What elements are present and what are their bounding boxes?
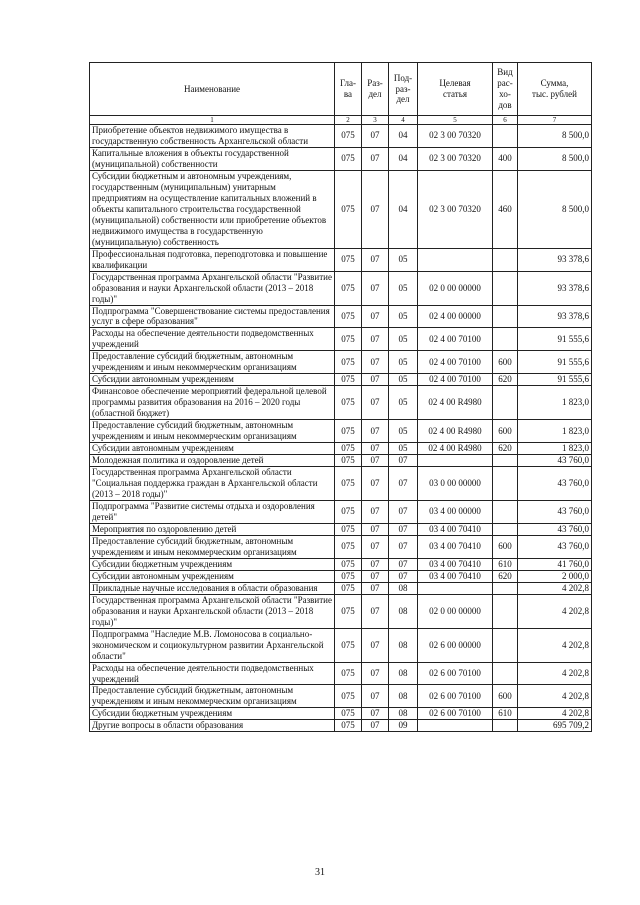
target-article-cell: 02 4 00 70100 [418, 374, 493, 386]
chapter-cell: 075 [335, 685, 362, 708]
subsection-cell: 08 [389, 594, 418, 628]
target-article-cell: 02 6 00 70100 [418, 685, 493, 708]
expense-type-cell [493, 271, 518, 305]
chapter-cell: 075 [335, 594, 362, 628]
subsection-cell: 09 [389, 720, 418, 732]
column-index-row [90, 116, 592, 125]
row-name: Мероприятия по оздоровлению детей [90, 523, 335, 535]
section-cell: 07 [362, 328, 389, 351]
column-index: 1 [90, 116, 335, 125]
subsection-cell: 05 [389, 248, 418, 271]
chapter-cell: 075 [335, 305, 362, 328]
subsection-cell: 08 [389, 662, 418, 685]
target-article-cell: 02 6 00 70100 [418, 662, 493, 685]
chapter-cell: 075 [335, 582, 362, 594]
amount-cell: 91 555,6 [518, 374, 592, 386]
table-row [90, 374, 592, 386]
subsection-cell: 08 [389, 685, 418, 708]
row-name: Государственная программа Архангельской области "Социальная поддержка граждан в Архангельской области (2013 – 2018 годы)" [90, 467, 335, 501]
column-header-name [90, 63, 335, 116]
table-row [90, 685, 592, 708]
target-article-cell: 02 4 00 R4980 [418, 420, 493, 443]
table-row [90, 570, 592, 582]
subsection-cell: 08 [389, 628, 418, 662]
table-row [90, 523, 592, 535]
target-article-cell: 03 4 00 70410 [418, 535, 493, 558]
header-text: Наименование [183, 83, 241, 94]
amount-cell: 43 760,0 [518, 535, 592, 558]
table-row [90, 170, 592, 248]
target-article-cell [418, 455, 493, 467]
section-cell: 07 [362, 720, 389, 732]
target-article-cell [418, 720, 493, 732]
expense-type-cell [493, 305, 518, 328]
section-cell: 07 [362, 582, 389, 594]
section-cell: 07 [362, 467, 389, 501]
target-article-cell: 03 4 00 70410 [418, 523, 493, 535]
table-row [90, 248, 592, 271]
amount-cell: 91 555,6 [518, 351, 592, 374]
chapter-cell: 075 [335, 662, 362, 685]
subsection-cell: 07 [389, 467, 418, 501]
target-article-cell: 02 3 00 70320 [418, 170, 493, 248]
table-row [90, 455, 592, 467]
section-cell: 07 [362, 374, 389, 386]
amount-cell: 4 202,8 [518, 582, 592, 594]
table-row [90, 708, 592, 720]
section-cell: 07 [362, 125, 389, 148]
amount-cell: 2 000,0 [518, 570, 592, 582]
section-cell: 07 [362, 147, 389, 170]
row-name: Субсидии автономным учреждениям [90, 443, 335, 455]
expense-type-cell [493, 328, 518, 351]
table-row [90, 351, 592, 374]
column-index: 4 [389, 116, 418, 125]
amount-cell: 1 823,0 [518, 420, 592, 443]
subsection-cell: 05 [389, 351, 418, 374]
row-name: Предоставление субсидий бюджетным, автономным учреждениям и иным некоммерческим организациям [90, 420, 335, 443]
target-article-cell: 03 0 00 00000 [418, 467, 493, 501]
subsection-cell: 07 [389, 523, 418, 535]
table-row [90, 558, 592, 570]
target-article-cell: 02 4 00 00000 [418, 305, 493, 328]
row-name: Подпрограмма "Наследие М.В. Ломоносова в социально-экономическом и социокультурном развитии Архангельской области" [90, 628, 335, 662]
chapter-cell: 075 [335, 420, 362, 443]
table-row [90, 386, 592, 420]
target-article-cell: 03 4 00 70410 [418, 558, 493, 570]
amount-cell: 93 378,6 [518, 248, 592, 271]
amount-cell: 8 500,0 [518, 170, 592, 248]
header-text: Под- раз- дел [393, 72, 413, 105]
page-number: 31 [315, 867, 325, 878]
expense-type-cell: 600 [493, 420, 518, 443]
expense-type-cell [493, 125, 518, 148]
table-row [90, 594, 592, 628]
amount-cell: 93 378,6 [518, 305, 592, 328]
table-row [90, 271, 592, 305]
subsection-cell: 05 [389, 443, 418, 455]
column-index: 6 [493, 116, 518, 125]
table-row [90, 443, 592, 455]
section-cell: 07 [362, 570, 389, 582]
column-header-expense-type [493, 63, 518, 116]
section-cell: 07 [362, 170, 389, 248]
section-cell: 07 [362, 628, 389, 662]
section-cell: 07 [362, 685, 389, 708]
table-row [90, 125, 592, 148]
expense-type-cell [493, 455, 518, 467]
chapter-cell: 075 [335, 628, 362, 662]
target-article-cell: 02 3 00 70320 [418, 125, 493, 148]
row-name: Субсидии бюджетным учреждениям [90, 558, 335, 570]
table-row [90, 147, 592, 170]
subsection-cell: 05 [389, 374, 418, 386]
table-row [90, 328, 592, 351]
expense-type-cell [493, 500, 518, 523]
target-article-cell: 03 4 00 70410 [418, 570, 493, 582]
subsection-cell: 08 [389, 708, 418, 720]
section-cell: 07 [362, 708, 389, 720]
row-name: Другие вопросы в области образования [90, 720, 335, 732]
expense-type-cell: 400 [493, 147, 518, 170]
table-row [90, 582, 592, 594]
section-cell: 07 [362, 443, 389, 455]
subsection-cell: 04 [389, 170, 418, 248]
row-name: Субсидии бюджетным и автономным учреждениям, государственным (муниципальным) унитарным предприятиям на осуществление капитальных вложений в объекты капитального строительства государственной (муниципальной) собственности или приобретение объектов недвижимого имущества в государственную (муниципальную) собственность [90, 170, 335, 248]
expense-type-cell: 600 [493, 351, 518, 374]
amount-cell: 4 202,8 [518, 708, 592, 720]
row-name: Профессиональная подготовка, переподготовка и повышение квалификации [90, 248, 335, 271]
expense-type-cell: 610 [493, 558, 518, 570]
chapter-cell: 075 [335, 271, 362, 305]
row-name: Финансовое обеспечение мероприятий федеральной целевой программы развития образования на 2016 – 2020 годы (областной бюджет) [90, 386, 335, 420]
column-index: 5 [418, 116, 493, 125]
header-text: Сумма, тыс. рублей [532, 78, 577, 99]
target-article-cell: 02 0 00 00000 [418, 271, 493, 305]
section-cell: 07 [362, 594, 389, 628]
table-row [90, 305, 592, 328]
subsection-cell: 05 [389, 271, 418, 305]
chapter-cell: 075 [335, 147, 362, 170]
table-row [90, 467, 592, 501]
amount-cell: 4 202,8 [518, 662, 592, 685]
column-index: 2 [335, 116, 362, 125]
row-name: Предоставление субсидий бюджетным, автономным учреждениям и иным некоммерческим организациям [90, 685, 335, 708]
row-name: Государственная программа Архангельской области "Развитие образования и науки Архангельской области (2013 – 2018 годы)" [90, 594, 335, 628]
subsection-cell: 05 [389, 420, 418, 443]
target-article-cell: 02 4 00 70100 [418, 328, 493, 351]
subsection-cell: 07 [389, 558, 418, 570]
chapter-cell: 075 [335, 125, 362, 148]
chapter-cell: 075 [335, 386, 362, 420]
section-cell: 07 [362, 271, 389, 305]
expense-type-cell: 610 [493, 708, 518, 720]
chapter-cell: 075 [335, 708, 362, 720]
row-name: Предоставление субсидий бюджетным, автономным учреждениям и иным некоммерческим организациям [90, 535, 335, 558]
subsection-cell: 05 [389, 305, 418, 328]
table-row [90, 500, 592, 523]
expense-type-cell [493, 582, 518, 594]
amount-cell: 43 760,0 [518, 523, 592, 535]
row-name: Субсидии автономным учреждениям [90, 374, 335, 386]
expense-type-cell [493, 628, 518, 662]
expense-type-cell [493, 386, 518, 420]
section-cell: 07 [362, 500, 389, 523]
column-header-chapter [335, 63, 362, 116]
row-name: Подпрограмма "Развитие системы отдыха и оздоровления детей" [90, 500, 335, 523]
expense-type-cell [493, 523, 518, 535]
chapter-cell: 075 [335, 558, 362, 570]
chapter-cell: 075 [335, 170, 362, 248]
section-cell: 07 [362, 558, 389, 570]
column-header-amount [518, 63, 592, 116]
subsection-cell: 07 [389, 570, 418, 582]
target-article-cell: 02 4 00 R4980 [418, 443, 493, 455]
amount-cell: 695 709,2 [518, 720, 592, 732]
row-name: Расходы на обеспечение деятельности подведомственных учреждений [90, 662, 335, 685]
section-cell: 07 [362, 386, 389, 420]
subsection-cell: 05 [389, 386, 418, 420]
table-row [90, 720, 592, 732]
expense-type-cell [493, 720, 518, 732]
row-name: Капитальные вложения в объекты государственной (муниципальной) собственности [90, 147, 335, 170]
row-name: Расходы на обеспечение деятельности подведомственных учреждений [90, 328, 335, 351]
expense-type-cell [493, 594, 518, 628]
chapter-cell: 075 [335, 351, 362, 374]
target-article-cell: 02 0 00 00000 [418, 594, 493, 628]
target-article-cell: 02 4 00 R4980 [418, 386, 493, 420]
target-article-cell: 03 4 00 00000 [418, 500, 493, 523]
amount-cell: 43 760,0 [518, 467, 592, 501]
subsection-cell: 07 [389, 535, 418, 558]
row-name: Подпрограмма "Совершенствование системы предоставления услуг в сфере образования" [90, 305, 335, 328]
column-header-target-article [418, 63, 493, 116]
amount-cell: 8 500,0 [518, 147, 592, 170]
chapter-cell: 075 [335, 720, 362, 732]
subsection-cell: 07 [389, 500, 418, 523]
row-name: Прикладные научные исследования в области образования [90, 582, 335, 594]
header-text: Гла- ва [339, 78, 356, 99]
section-cell: 07 [362, 420, 389, 443]
section-cell: 07 [362, 535, 389, 558]
amount-cell: 4 202,8 [518, 685, 592, 708]
section-cell: 07 [362, 662, 389, 685]
header-row [90, 63, 592, 116]
target-article-cell: 02 4 00 70100 [418, 351, 493, 374]
table-row [90, 628, 592, 662]
section-cell: 07 [362, 351, 389, 374]
expense-type-cell [493, 662, 518, 685]
expense-type-cell: 460 [493, 170, 518, 248]
header-text: Вид рас- хо- дов [497, 67, 513, 110]
target-article-cell [418, 582, 493, 594]
chapter-cell: 075 [335, 328, 362, 351]
expense-type-cell: 620 [493, 374, 518, 386]
expense-type-cell: 620 [493, 443, 518, 455]
chapter-cell: 075 [335, 374, 362, 386]
column-index: 7 [518, 116, 592, 125]
header-text: Раз- дел [367, 78, 383, 99]
target-article-cell [418, 248, 493, 271]
section-cell: 07 [362, 523, 389, 535]
chapter-cell: 075 [335, 500, 362, 523]
chapter-cell: 075 [335, 523, 362, 535]
section-cell: 07 [362, 455, 389, 467]
expense-type-cell: 600 [493, 685, 518, 708]
column-index: 3 [362, 116, 389, 125]
chapter-cell: 075 [335, 455, 362, 467]
table-row [90, 420, 592, 443]
amount-cell: 43 760,0 [518, 455, 592, 467]
target-article-cell: 02 3 00 70320 [418, 147, 493, 170]
amount-cell: 1 823,0 [518, 443, 592, 455]
table-body [90, 125, 592, 732]
subsection-cell: 08 [389, 582, 418, 594]
chapter-cell: 075 [335, 570, 362, 582]
target-article-cell: 02 6 00 70100 [418, 708, 493, 720]
chapter-cell: 075 [335, 535, 362, 558]
amount-cell: 91 555,6 [518, 328, 592, 351]
amount-cell: 1 823,0 [518, 386, 592, 420]
amount-cell: 4 202,8 [518, 628, 592, 662]
amount-cell: 8 500,0 [518, 125, 592, 148]
row-name: Приобретение объектов недвижимого имущества в государственную собственность Архангельской области [90, 125, 335, 148]
amount-cell: 41 760,0 [518, 558, 592, 570]
column-header-subsection [389, 63, 418, 116]
table-row [90, 535, 592, 558]
budget-table [89, 62, 592, 732]
expense-type-cell [493, 248, 518, 271]
amount-cell: 4 202,8 [518, 594, 592, 628]
chapter-cell: 075 [335, 467, 362, 501]
amount-cell: 43 760,0 [518, 500, 592, 523]
subsection-cell: 04 [389, 147, 418, 170]
amount-cell: 93 378,6 [518, 271, 592, 305]
subsection-cell: 07 [389, 455, 418, 467]
row-name: Молодежная политика и оздоровление детей [90, 455, 335, 467]
section-cell: 07 [362, 248, 389, 271]
expense-type-cell: 600 [493, 535, 518, 558]
chapter-cell: 075 [335, 248, 362, 271]
row-name: Субсидии бюджетным учреждениям [90, 708, 335, 720]
expense-type-cell [493, 467, 518, 501]
target-article-cell: 02 6 00 00000 [418, 628, 493, 662]
header-text: Целевая статья [439, 78, 471, 99]
table-row [90, 662, 592, 685]
expense-type-cell: 620 [493, 570, 518, 582]
row-name: Государственная программа Архангельской области "Развитие образования и науки Архангельской области (2013 – 2018 годы)" [90, 271, 335, 305]
chapter-cell: 075 [335, 443, 362, 455]
row-name: Субсидии автономным учреждениям [90, 570, 335, 582]
section-cell: 07 [362, 305, 389, 328]
subsection-cell: 04 [389, 125, 418, 148]
subsection-cell: 05 [389, 328, 418, 351]
column-header-section [362, 63, 389, 116]
row-name: Предоставление субсидий бюджетным, автономным учреждениям и иным некоммерческим организациям [90, 351, 335, 374]
